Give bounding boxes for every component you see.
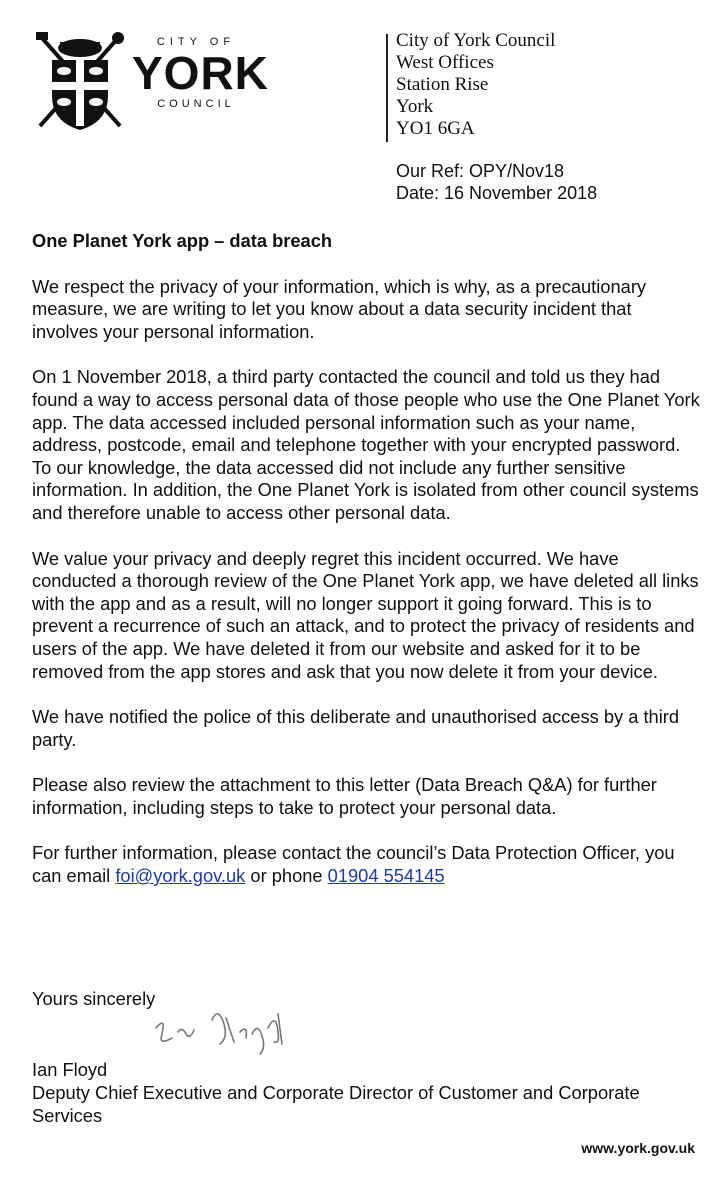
closing: Yours sincerely	[32, 988, 156, 1009]
paragraph: We respect the privacy of your information, which is why, as a precautionary measure, we are writing to let you know about a data security incident that involves your personal information.	[32, 275, 647, 342]
our-ref: Our Ref: OPY/Nov18	[396, 161, 565, 181]
logo-wordmark	[132, 36, 269, 110]
address-line: West Offices	[396, 52, 494, 73]
signatory-position: Deputy Chief Executive and Corporate Director of Customer and Corporate Services	[32, 1082, 640, 1126]
address-line: City of York Council	[396, 30, 556, 51]
signatory-block	[32, 1058, 692, 1127]
letter-title: One Planet York app – data breach	[32, 230, 333, 251]
footer-website: www.york.gov.uk	[581, 1140, 695, 1156]
signatory-name: Ian Floyd	[32, 1059, 108, 1080]
york-crest-icon	[30, 26, 130, 136]
reference-block	[396, 160, 597, 204]
paragraph: We value your privacy and deeply regret this incident occurred. We have conducted a thorough review of the One Planet York app, we have deleted all links with the app and as a result, will no longer support it going forward. This is to prevent a recurrence of such an attack, and to protect the privacy of residents and users of the app. We have deleted it from our website and asked for it to be removed from the app stores and ask that you now delete it from your device.	[32, 547, 699, 682]
email-link[interactable]: foi@york.gov.uk	[115, 865, 246, 887]
contact-prefix: For further information, please contact the council’s Data Protection Officer, you can email	[32, 842, 675, 887]
paragraph: We have notified the police of this deliberate and unauthorised access by a third party.	[32, 706, 680, 750]
paragraph: Please also review the attachment to this letter (Data Breach Q&A) for further information, including steps to take to protect your personal data.	[32, 774, 657, 818]
signature-icon	[148, 998, 298, 1058]
letter-body	[32, 230, 702, 911]
address-line: YO1 6GA	[396, 118, 475, 139]
contact-paragraph	[32, 842, 702, 887]
logo-york: YORK	[132, 47, 269, 99]
contact-middle: or phone	[245, 865, 328, 887]
letter-date: Date: 16 November 2018	[396, 183, 598, 203]
address-divider	[386, 34, 388, 142]
logo-city-of: CITY OF	[156, 36, 236, 48]
council-logo	[30, 26, 269, 136]
paragraph: On 1 November 2018, a third party contacted the council and told us they had found a way to access personal data of those people who use the One Planet York app. The data accessed included personal information such as your name, address, postcode, email and telephone together with your encrypted password. To our knowledge, the data accessed did not include any further sensitive information. In addition, the One Planet York is isolated from other council systems and therefore unable to access other personal data.	[32, 366, 700, 523]
phone-link[interactable]: 01904 554145	[327, 865, 445, 887]
logo-council: COUNCIL	[157, 98, 235, 110]
sender-address	[396, 30, 555, 140]
address-line: York	[396, 96, 434, 117]
address-line: Station Rise	[396, 74, 489, 95]
